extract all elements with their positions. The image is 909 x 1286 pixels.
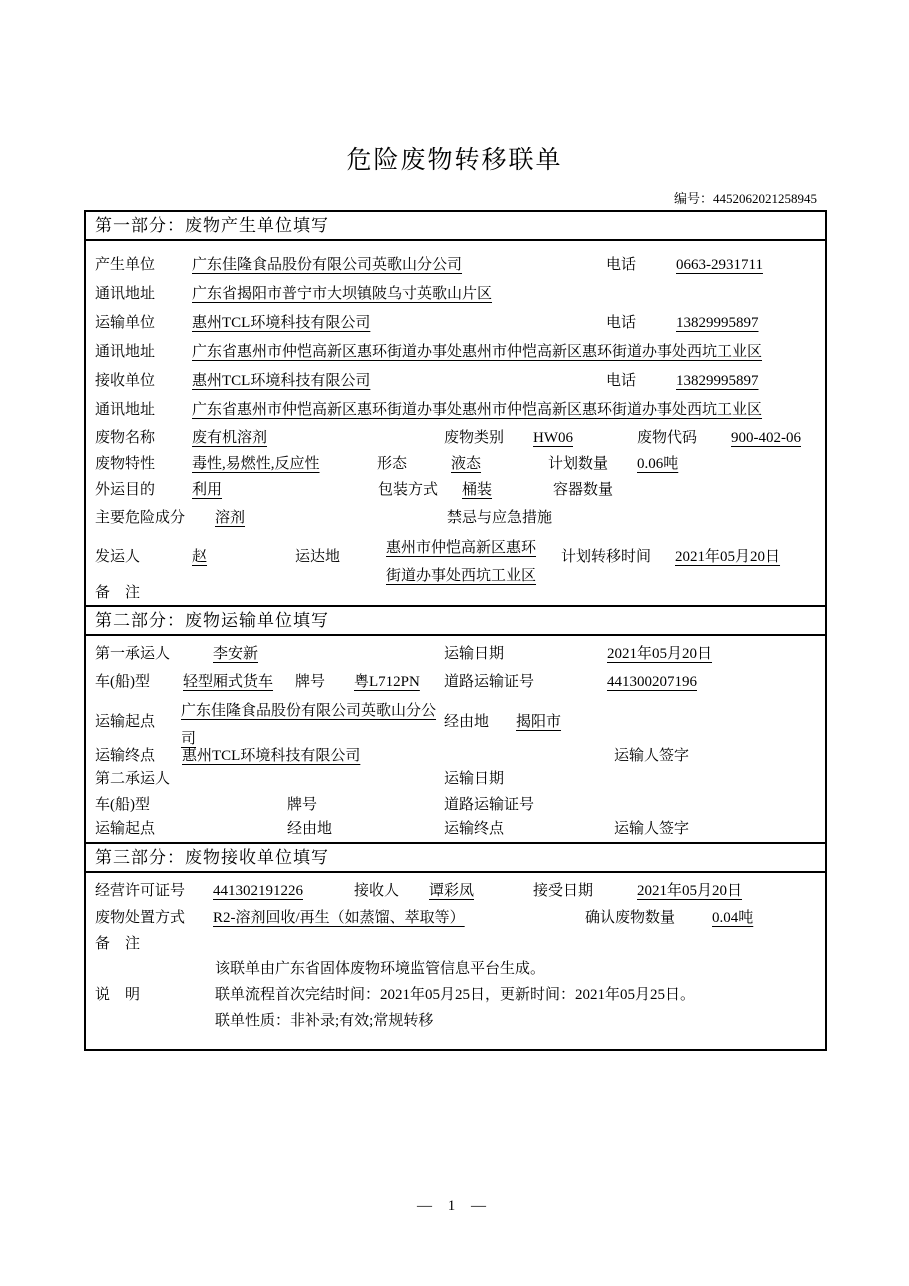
receiver-phone-label: 电话 xyxy=(606,373,637,389)
planned-qty-label: 计划数量 xyxy=(548,456,609,472)
carrier1-label: 第一承运人 xyxy=(95,646,171,662)
section1-remark-label: 备 注 xyxy=(95,585,141,601)
carrier2-label: 第二承运人 xyxy=(95,771,171,787)
explanation-label: 说 明 xyxy=(95,987,141,1003)
purpose-label: 外运目的 xyxy=(95,482,156,498)
receive-date-label: 接受日期 xyxy=(533,883,594,899)
section3-header: 第三部分：废物接收单位填写 xyxy=(86,842,825,873)
terminal1-value: 惠州TCL环境科技有限公司 xyxy=(182,748,361,764)
plan-time-value: 2021年05月20日 xyxy=(675,549,781,565)
emergency-measures-label: 禁忌与应急措施 xyxy=(447,510,553,526)
receive-date-value: 2021年05月20日 xyxy=(637,883,743,899)
producer-unit-value: 广东佳隆食品股份有限公司英歌山分公司 xyxy=(192,257,463,273)
producer-phone-value: 0663-2931711 xyxy=(676,257,763,273)
waste-name-label: 废物名称 xyxy=(95,430,156,446)
receiver-address-label: 通讯地址 xyxy=(95,402,156,418)
disposal-method-label: 废物处置方式 xyxy=(95,910,186,926)
plate1-label: 牌号 xyxy=(295,674,326,690)
packing-label: 包装方式 xyxy=(378,482,439,498)
transporter-address-label: 通讯地址 xyxy=(95,344,156,360)
producer-phone-label: 电话 xyxy=(606,257,637,273)
waste-property-value: 毒性,易燃性,反应性 xyxy=(192,456,320,472)
transport-date2-label: 运输日期 xyxy=(444,771,505,787)
document-number-label: 编号： xyxy=(673,191,713,206)
origin2-label: 运输起点 xyxy=(95,821,156,837)
plate1-value: 粤L712PN xyxy=(354,674,420,690)
waste-code-label: 废物代码 xyxy=(637,430,698,446)
page-number: — 1 — xyxy=(417,1198,492,1214)
manifest-table xyxy=(84,210,827,1051)
road-permit1-value: 441300207196 xyxy=(607,674,697,690)
form-value: 液态 xyxy=(451,456,482,472)
vehicle1-value: 轻型厢式货车 xyxy=(183,674,274,690)
packing-value: 桶装 xyxy=(462,482,493,498)
waste-category-value: HW06 xyxy=(533,430,573,446)
explanation-line1: 该联单由广东省固体废物环境监管信息平台生成。 xyxy=(215,961,546,977)
section3-body xyxy=(86,873,825,1049)
section3-remark-label: 备 注 xyxy=(95,936,141,952)
receiver-phone-value: 13829995897 xyxy=(676,373,759,389)
section1-body xyxy=(86,241,825,605)
waste-name-value: 废有机溶剂 xyxy=(192,430,268,446)
planned-qty-value: 0.06吨 xyxy=(637,456,679,472)
confirmed-qty-label: 确认废物数量 xyxy=(585,910,676,926)
receiver-person-label: 接收人 xyxy=(354,883,400,899)
producer-address-value: 广东省揭阳市普宁市大坝镇陂乌寸英歌山片区 xyxy=(192,286,493,302)
plate2-label: 牌号 xyxy=(287,797,318,813)
transporter-unit-value: 惠州TCL环境科技有限公司 xyxy=(192,315,371,331)
confirmed-qty-value: 0.04吨 xyxy=(712,910,754,926)
origin1-value: 广东佳隆食品股份有限公司英歌山分公司 xyxy=(181,703,437,747)
waste-property-label: 废物特性 xyxy=(95,456,156,472)
vehicle1-label: 车(船)型 xyxy=(95,674,150,690)
explanation-line3: 联单性质：非补录;有效;常规转移 xyxy=(215,1013,434,1029)
shipper-value: 赵 xyxy=(192,549,208,565)
road-permit1-label: 道路运输证号 xyxy=(444,674,535,690)
receiver-address-value: 广东省惠州市仲恺高新区惠环街道办事处惠州市仲恺高新区惠环街道办事处西坑工业区 xyxy=(192,402,763,418)
hazard-component-label: 主要危险成分 xyxy=(95,510,186,526)
plan-time-label: 计划转移时间 xyxy=(561,549,652,565)
section1-header: 第一部分：废物产生单位填写 xyxy=(86,212,825,241)
receiver-person-value: 谭彩凤 xyxy=(429,883,475,899)
container-qty-label: 容器数量 xyxy=(553,482,614,498)
destination-label: 运达地 xyxy=(295,549,341,565)
terminal1-label: 运输终点 xyxy=(95,748,156,764)
waste-category-label: 废物类别 xyxy=(444,430,505,446)
disposal-method-value: R2-溶剂回收/再生（如蒸馏、萃取等） xyxy=(213,910,465,926)
vehicle2-label: 车(船)型 xyxy=(95,797,150,813)
transporter-phone-value: 13829995897 xyxy=(676,315,759,331)
via1-value: 揭阳市 xyxy=(516,714,562,730)
explanation-line2: 联单流程首次完结时间：2021年05月25日，更新时间：2021年05月25日。 xyxy=(215,987,696,1003)
license-value: 441302191226 xyxy=(213,883,303,899)
section2-header: 第二部分：废物运输单位填写 xyxy=(86,605,825,636)
via1-label: 经由地 xyxy=(444,714,490,730)
signature1-label: 运输人签字 xyxy=(614,748,690,764)
section2-body xyxy=(86,636,825,842)
document-number xyxy=(674,188,817,207)
transporter-phone-label: 电话 xyxy=(606,315,637,331)
receiver-unit-value: 惠州TCL环境科技有限公司 xyxy=(192,373,371,389)
carrier1-value: 李安新 xyxy=(213,646,259,662)
document-title: 危险废物转移联单 xyxy=(346,147,563,174)
license-label: 经营许可证号 xyxy=(95,883,186,899)
transport-date1-label: 运输日期 xyxy=(444,646,505,662)
document-number-value: 4452062021258945 xyxy=(713,191,817,206)
hazard-component-value: 溶剂 xyxy=(215,510,246,526)
road-permit2-label: 道路运输证号 xyxy=(444,797,535,813)
purpose-value: 利用 xyxy=(192,482,223,498)
shipper-label: 发运人 xyxy=(95,549,141,565)
waste-code-value: 900-402-06 xyxy=(731,430,801,446)
via2-label: 经由地 xyxy=(287,821,333,837)
origin1-label: 运输起点 xyxy=(95,714,156,730)
form-label: 形态 xyxy=(377,456,408,472)
transporter-address-value: 广东省惠州市仲恺高新区惠环街道办事处惠州市仲恺高新区惠环街道办事处西坑工业区 xyxy=(192,344,763,360)
terminal2-label: 运输终点 xyxy=(444,821,505,837)
receiver-unit-label: 接收单位 xyxy=(95,373,156,389)
transport-date1-value: 2021年05月20日 xyxy=(607,646,713,662)
signature2-label: 运输人签字 xyxy=(614,821,690,837)
producer-address-label: 通讯地址 xyxy=(95,286,156,302)
producer-unit-label: 产生单位 xyxy=(95,257,156,273)
destination-value: 惠州市仲恺高新区惠环街道办事处西坑工业区 xyxy=(386,540,537,584)
transporter-unit-label: 运输单位 xyxy=(95,315,156,331)
